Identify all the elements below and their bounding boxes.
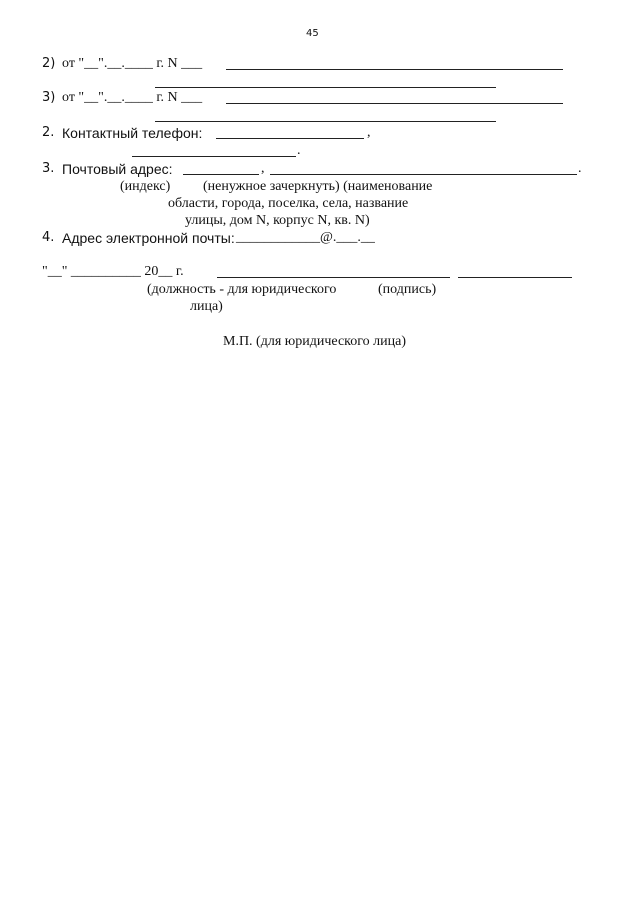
signature-date: "__" __________ 20__ г. bbox=[42, 264, 184, 279]
stamp-note: М.П. (для юридического лица) bbox=[223, 334, 406, 349]
postal-address-line bbox=[270, 174, 577, 175]
postal-index-line bbox=[183, 174, 259, 175]
phone-line bbox=[216, 138, 364, 139]
postal-hint-line-3: улицы, дом N, корпус N, кв. N) bbox=[185, 213, 370, 228]
phone-number-label-index: 2. bbox=[42, 125, 55, 140]
signature-hint: (подпись) bbox=[378, 282, 437, 297]
position-hint-line-1: (должность - для юридического bbox=[147, 282, 337, 297]
phone-comma: , bbox=[367, 125, 371, 140]
entry-3-number: 3) bbox=[42, 90, 56, 105]
position-line bbox=[217, 277, 450, 278]
phone-label: Контактный телефон: bbox=[62, 125, 203, 141]
email-template: ____________@.___.__ bbox=[236, 230, 375, 245]
entry-2-line-continued bbox=[155, 87, 496, 88]
entry-3-line bbox=[226, 103, 563, 104]
postal-comma: , bbox=[261, 161, 265, 176]
postal-label: Почтовый адрес: bbox=[62, 161, 173, 177]
entry-2-line bbox=[226, 69, 563, 70]
postal-hint-index: (индекс) bbox=[120, 179, 171, 194]
email-label: Адрес электронной почты: bbox=[62, 230, 235, 246]
phone-period: . bbox=[297, 143, 301, 158]
page-number: 45 bbox=[306, 28, 319, 39]
postal-hint-line-1: (ненужное зачеркнуть) (наименование bbox=[203, 179, 433, 194]
email-index: 4. bbox=[42, 230, 55, 245]
entry-3-line-continued bbox=[155, 121, 496, 122]
postal-hint-line-2: области, города, поселка, села, название bbox=[168, 196, 409, 211]
position-hint-line-2: лица) bbox=[190, 299, 223, 314]
entry-2-number: 2) bbox=[42, 56, 56, 71]
postal-period: . bbox=[578, 161, 582, 176]
entry-2-text: от "__".__.____ г. N ___ bbox=[62, 56, 203, 71]
postal-index: 3. bbox=[42, 161, 55, 176]
entry-3-text: от "__".__.____ г. N ___ bbox=[62, 90, 203, 105]
signature-line bbox=[458, 277, 572, 278]
phone-line-continued bbox=[132, 156, 296, 157]
